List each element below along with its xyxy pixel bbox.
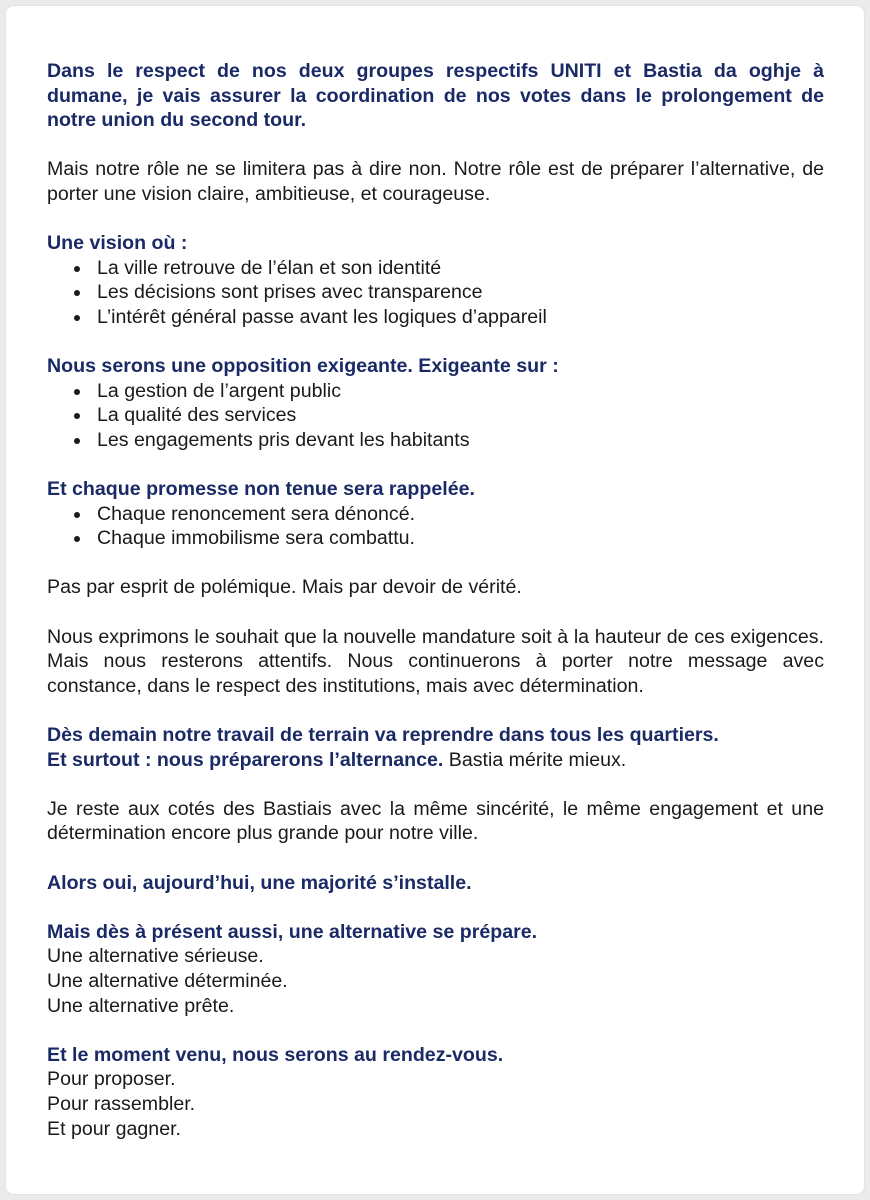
rdv-heading: Et le moment venu, nous serons au rendez-vous. <box>47 1043 504 1066</box>
rdv-lines <box>47 1067 824 1141</box>
alternative-heading: Mais dès à présent aussi, une alternative se prépare. <box>47 920 538 943</box>
list-item: Les décisions sont prises avec transparence <box>97 280 824 305</box>
list-item: Les engagements pris devant les habitants <box>97 428 824 453</box>
rdv-line: Et pour gagner. <box>47 1117 181 1140</box>
alternance-bold: Et surtout : nous préparerons l’alternance. <box>47 748 444 771</box>
vision-heading: Une vision où : <box>47 232 188 255</box>
alternative-line: Une alternative prête. <box>47 994 235 1017</box>
alternative-line: Une alternative déterminée. <box>47 969 288 992</box>
rdv-line: Pour proposer. <box>47 1068 176 1091</box>
promise-heading: Et chaque promesse non tenue sera rappelée. <box>47 478 475 501</box>
list-item: Chaque renoncement sera dénoncé. <box>97 502 824 527</box>
list-item: La qualité des services <box>97 403 824 428</box>
majorite-line: Alors oui, aujourd’hui, une majorité s’installe. <box>47 871 472 894</box>
list-item: La gestion de l’argent public <box>97 379 824 404</box>
polemique-paragraph: Pas par esprit de polémique. Mais par devoir de vérité. <box>47 576 522 599</box>
document-body <box>47 59 824 1141</box>
mandature-paragraph: Nous exprimons le souhait que la nouvelle mandature soit à la hauteur de ces exigences. Mais nous resterons attentifs. Nous continuerons à porter notre message avec constance, dans le respect des institutions, mais avec détermination. <box>47 625 824 697</box>
alternance-line <box>47 748 824 773</box>
opposition-list <box>47 379 824 453</box>
vision-list <box>47 256 824 330</box>
rdv-line: Pour rassembler. <box>47 1092 196 1115</box>
list-item: La ville retrouve de l’élan et son identité <box>97 256 824 281</box>
role-paragraph: Mais notre rôle ne se limitera pas à dire non. Notre rôle est de préparer l’alternative, de porter une vision claire, ambitieuse, et courageuse. <box>47 158 824 205</box>
engagement-paragraph: Je reste aux cotés des Bastiais avec la même sincérité, le même engagement et une détermination encore plus grande pour notre ville. <box>47 797 824 845</box>
list-item: L’intérêt général passe avant les logiques d’appareil <box>97 305 824 330</box>
intro-paragraph: Dans le respect de nos deux groupes respectifs UNITI et Bastia da oghje à dumane, je vais assurer la coordination de nos votes dans le prolongement de notre union du second tour. <box>47 60 824 132</box>
alternative-lines <box>47 944 824 1018</box>
opposition-heading: Nous serons une opposition exigeante. Exigeante sur : <box>47 355 559 378</box>
promise-list <box>47 502 824 551</box>
terrain-line: Dès demain notre travail de terrain va reprendre dans tous les quartiers. <box>47 724 719 747</box>
alternative-line: Une alternative sérieuse. <box>47 945 264 968</box>
document-page <box>6 6 864 1194</box>
alternance-rest: Bastia mérite mieux. <box>443 748 627 771</box>
list-item: Chaque immobilisme sera combattu. <box>97 526 824 551</box>
